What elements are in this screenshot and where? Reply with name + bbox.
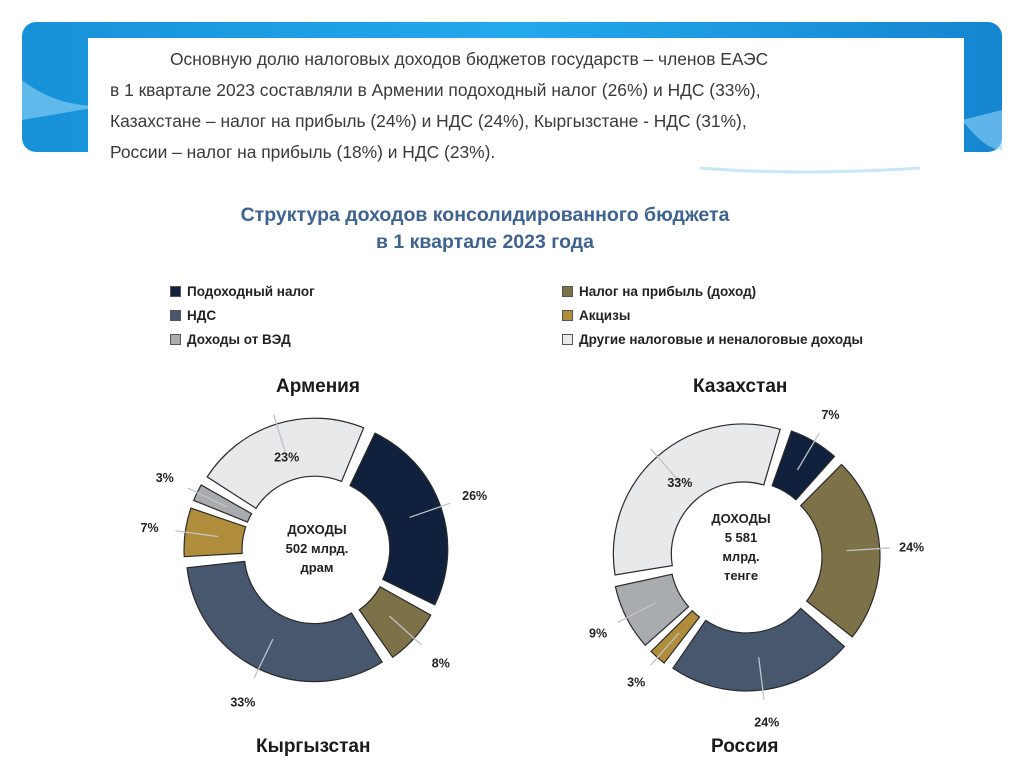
armenia-center-label (262, 520, 372, 577)
country-title-kyrgyzstan: Кыргызстан (256, 736, 371, 757)
armenia-label-profit-tax: 8% (431, 656, 450, 671)
kazakhstan-label-fea: 9% (589, 626, 608, 641)
armenia-slice-vat (187, 561, 382, 681)
armenia-label-vat: 33% (230, 695, 256, 710)
armenia-label-income-tax: 26% (462, 488, 488, 503)
kazakhstan-label-profit-tax: 24% (899, 540, 925, 555)
kazakhstan-slice-profit-tax (801, 464, 880, 636)
kazakhstan-label-other: 33% (667, 475, 693, 490)
kazakhstan-label-vat: 24% (754, 715, 780, 730)
armenia-center-line-3: драм (300, 560, 334, 575)
chart-title-line-1: Структура доходов консолидированного бюджета (240, 204, 730, 226)
country-title-kazakhstan: Казахстан (693, 376, 788, 397)
country-title-russia: Россия (711, 736, 779, 757)
kazakhstan-center-line-4: тенге (723, 568, 759, 583)
kazakhstan-center-line-3: млрд. (722, 549, 760, 564)
armenia-label-fea: 3% (155, 470, 174, 485)
armenia-label-excise: 7% (140, 521, 159, 536)
country-title-armenia: Армения (276, 376, 360, 397)
legend-label: Другие налоговые и неналоговые доходы (579, 331, 864, 347)
kazakhstan-label-income-tax: 7% (821, 408, 840, 423)
intro-line-1: Основную долю налоговых доходов бюджетов государств – членов ЕАЭС (170, 49, 769, 69)
kazakhstan-label-excise: 3% (627, 675, 646, 690)
armenia-center-line-2: 502 млрд. (285, 541, 349, 556)
intro-line-2: в 1 квартале 2023 составляли в Армении подоходный налог (26%) и НДС (33%), (110, 80, 761, 100)
kazakhstan-center-label (686, 509, 796, 585)
intro-line-3: Казахстане – налог на прибыль (24%) и НДС (24%), Кыргызстане - НДС (31%), (110, 111, 747, 131)
intro-line-4: России – налог на прибыль (18%) и НДС (23%). (110, 142, 496, 162)
kazakhstan-center-line-2: 5 581 (724, 530, 758, 545)
legend-label: Доходы от ВЭД (187, 331, 291, 347)
legend-label: Налог на прибыль (доход) (579, 283, 757, 299)
kazakhstan-slice-vat (673, 608, 844, 691)
legend-label: Подоходный налог (187, 283, 315, 299)
armenia-label-other: 23% (274, 450, 300, 465)
armenia-center-line-1: ДОХОДЫ (287, 522, 347, 537)
kazakhstan-center-line-1: ДОХОДЫ (711, 511, 771, 526)
legend-label: НДС (187, 307, 217, 323)
legend-label: Акцизы (579, 307, 631, 323)
chart-title-line-2: в 1 квартале 2023 года (376, 231, 594, 253)
